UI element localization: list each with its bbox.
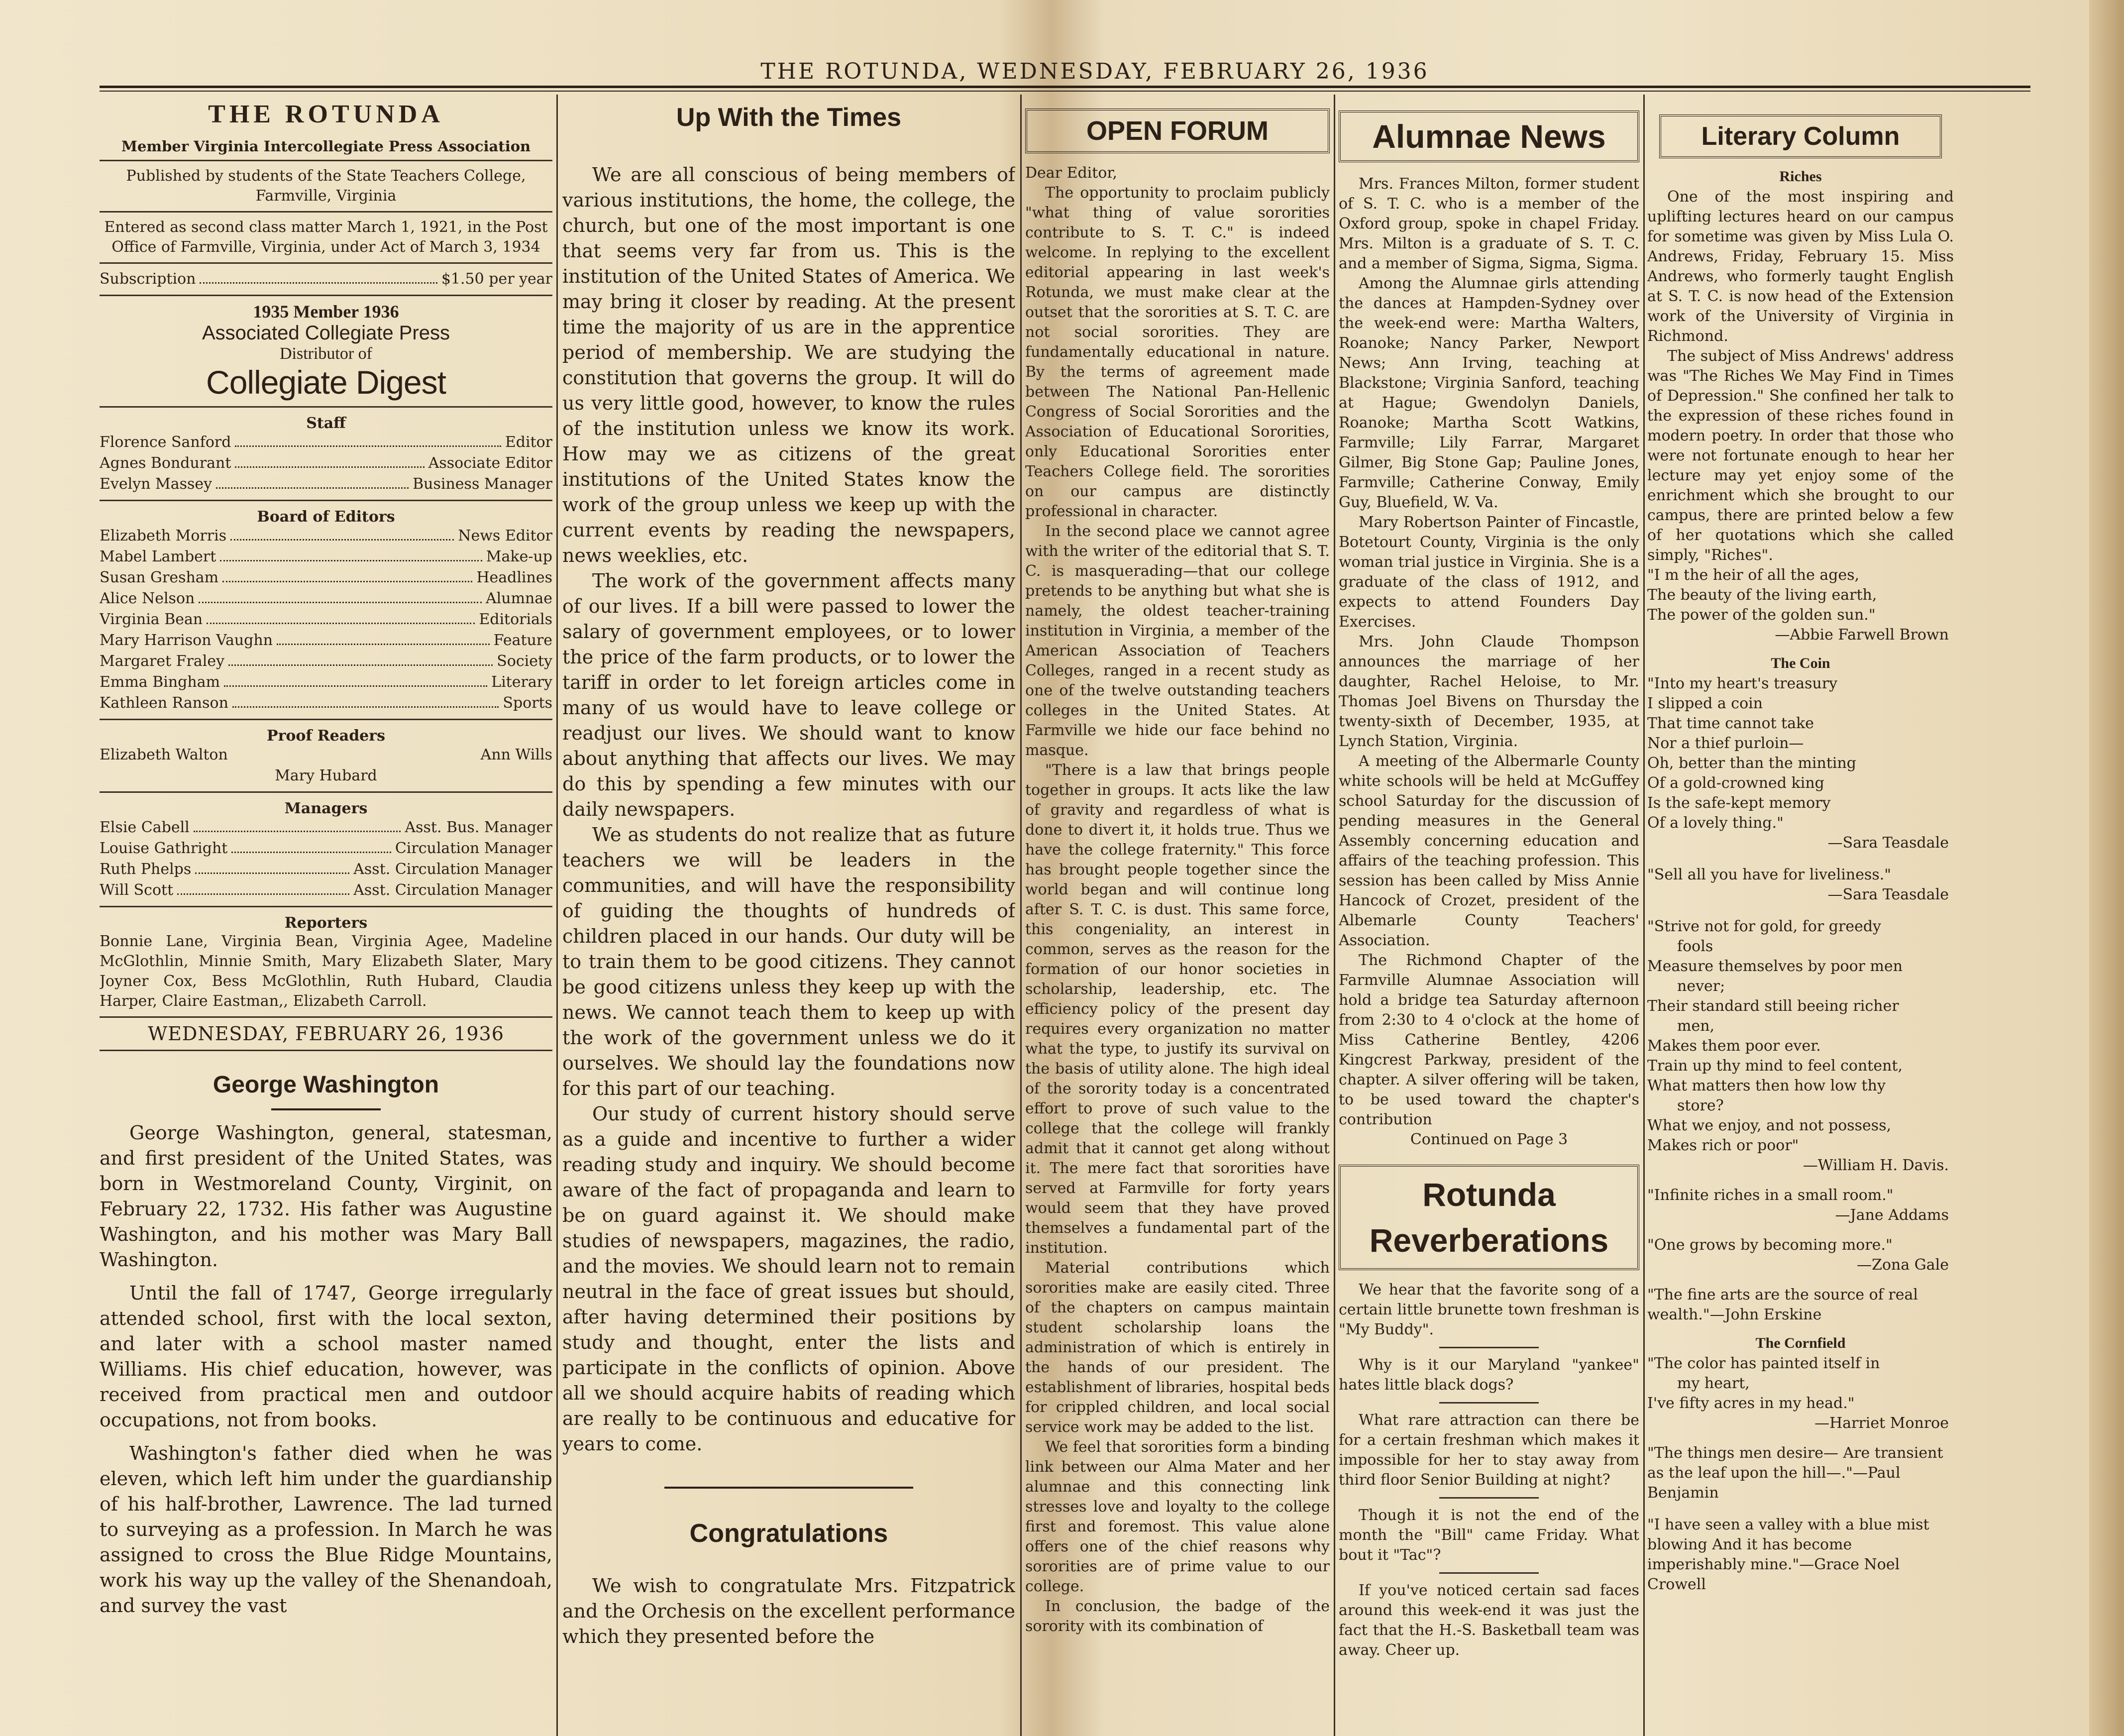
quotation: "Infinite riches in a small room."	[1647, 1187, 1894, 1204]
poem-line: The power of the golden sun."	[1647, 606, 1876, 624]
attribution: —Sara Teasdale	[1827, 834, 1949, 852]
staff-row	[100, 432, 552, 453]
divider	[100, 719, 552, 720]
gossip-item: We hear that the favorite song of a certain little brunette town freshman is "My Buddy".	[1339, 1281, 1639, 1338]
staff-name: Florence Sanford	[100, 434, 231, 451]
quotation	[1647, 917, 1954, 1156]
staff-role: News Editor	[458, 527, 552, 544]
congrats-paragraph: We wish to congratulate Mrs. Fitzpatrick and the Orchesis on the excellent performance which they presented before the	[562, 1575, 1015, 1647]
divider	[100, 211, 552, 213]
alumnae-box	[1339, 110, 1639, 162]
staff-role: Business Manager	[413, 475, 552, 493]
gw-paragraph: Washington's father died when he was eleven, which left him under the guardianship of his half-brother, Lawrence. The lad turned to surveying as a profession. In March he was assigned to cross the Blue Ridge Mountains, work his way up the valley of the Shenandoah, and survey the vast	[100, 1442, 552, 1617]
quotation: "The things men desire— Are transient as the leaf upon the hill—."—Paul Benjamin	[1647, 1444, 1943, 1502]
alumnae-paragraph: Mary Robertson Painter of Fincastle, Botetourt County, Virginia is the only woman trial justice in Virginia. She is a graduate of the class of 1912, and expects to attend Founders Day Exercises.	[1339, 514, 1639, 631]
staff-row	[100, 880, 552, 901]
gossip-item: Though it is not the end of the month the "Bill" came Friday. What bout it "Tac"?	[1339, 1507, 1639, 1564]
attribution: —Zona Gale	[1857, 1256, 1949, 1274]
alumnae-paragraph: Mrs. John Claude Thompson announces the marriage of her daughter, Rachel Heloise, to Mr. Thomas Joel Bivens on Thursday the twenty-sixth of December, 1935, at Lynch Station, Virginia.	[1339, 633, 1639, 750]
quotation	[1647, 674, 1954, 833]
staff-role: Society	[497, 652, 552, 670]
column-literary	[1647, 100, 1954, 1736]
staff-row	[100, 630, 552, 651]
proof-third: Mary Hubard	[275, 767, 377, 784]
staff-name: Susan Gresham	[100, 569, 219, 586]
item-separator	[1439, 1572, 1539, 1574]
reverberations-headline-2: Reverberations	[1369, 1222, 1609, 1259]
leader-dots	[194, 817, 401, 832]
editorial-paragraph: We are all conscious of being members of various institutions, the home, the college, the church, but one of the most important is one that seems very far from us. This is the institution of the United States of America. We may bring it closer by reading. At the present time the majority of us are in the apprentice period of membership. We are studying the constitution that governs the group. It will do us very little good, however, to know the rules of the institution unless we know its work. How may we as citizens of the great institutions of the United States know the work of the group unless we keep up with the current events by reading the newspapers, news weeklies, etc.	[562, 164, 1015, 566]
open-forum-box	[1025, 108, 1330, 153]
item-separator	[1439, 1402, 1539, 1404]
staff-row	[100, 609, 552, 630]
poem-line: Their standard still beeing richer	[1647, 997, 1899, 1015]
alumnae-paragraph: The Richmond Chapter of the Farmville Alumnae Association will hold a bridge tea Saturday afternoon from 2:30 to 4 o'clock at the home of Miss Catherine Bentley, 4206 Kingcrest Parkway, president of the chapter. A silver offering will be taken, to be used toward the chapter's contribution	[1339, 952, 1639, 1128]
staff-row	[100, 588, 552, 609]
subscription-row: Subscription $1.50 per year	[100, 269, 552, 290]
staff-role: Headlines	[476, 569, 552, 586]
top-rule-thin	[100, 91, 2030, 92]
staff-heading: Staff	[306, 415, 346, 432]
staff-row	[100, 651, 552, 672]
column-rule	[1334, 95, 1335, 1736]
staff-row	[100, 474, 552, 495]
staff-role: Asst. Bus. Manager	[405, 819, 552, 836]
gossip-item: Why is it our Maryland "yankee" hates little black dogs?	[1339, 1356, 1639, 1394]
staff-name: Emma Bingham	[100, 673, 220, 691]
top-rule	[100, 86, 2030, 88]
staff-role: Sports	[503, 694, 552, 712]
issue-date: WEDNESDAY, FEBRUARY 26, 1936	[148, 1023, 504, 1045]
staff-name: Mary Harrison Vaughn	[100, 632, 273, 649]
column-editorial	[562, 100, 1015, 1736]
divider	[100, 160, 552, 161]
literary-paragraph: One of the most inspiring and uplifting lectures heard on our campus for sometime was given by Miss Lula O. Andrews, Friday, February 15. Miss Andrews, who formerly taught English at S. T. C. is now head of the Extension work of the University of Virginia in Richmond.	[1647, 188, 1954, 345]
poem-line: What matters then how low thy	[1647, 1077, 1886, 1094]
staff-name: Will Scott	[100, 881, 174, 899]
poem-line: "Into my heart's treasury	[1647, 675, 1838, 692]
staff-row	[100, 693, 552, 714]
staff-role: Associate Editor	[428, 454, 552, 472]
staff-row	[100, 567, 552, 588]
board-heading: Board of Editors	[257, 508, 395, 526]
leader-dots	[228, 651, 493, 666]
alumnae-paragraph: Mrs. Frances Milton, former student of S. T. C. who is a member of the Oxford group, spoke in chapel Friday. Mrs. Milton is a graduate of S. T. C. and a member of Sigma, Sigma, Sigma.	[1339, 175, 1639, 272]
staff-role: Editor	[505, 434, 552, 451]
leader-dots	[222, 567, 472, 582]
forum-paragraph: "There is a law that brings people together in groups. It acts like the law of gravity and regardless of what is done to divert it, it holds true. Thus we have the college fraternity." This force has brought people together since the world began and will continue long after S. T. C. is dust. This same force, this congeniality, an interest in common, serves as the reason for the formation of our honor societies in scholarship, leadership, etc. The efficiency policy of the present day requires every organization no matter what the type, to justify its survival on the basis of utility alone. The high ideal of the sorority today is a concentrated effort to prove of such value to the college that the college will frankly admit that it cannot get along without it. The mere fact that sororities have served at Farmville for forty years would seem that they have proved themselves a fundamental part of the institution.	[1025, 761, 1330, 1257]
staff-row	[100, 526, 552, 546]
reverberations-box	[1339, 1165, 1639, 1270]
divider	[100, 295, 552, 296]
poem-line: Is the safe-kept memory	[1647, 794, 1831, 812]
headline-rule	[271, 1108, 381, 1110]
poem-line: Train up thy mind to feel content,	[1647, 1057, 1903, 1075]
staff-row	[100, 453, 552, 474]
leader-dots	[220, 546, 482, 561]
staff-name: Elsie Cabell	[100, 819, 190, 836]
coin-title: The Coin	[1771, 655, 1830, 671]
column-alumnae	[1339, 100, 1639, 1736]
editorial-headline: Up With the Times	[676, 103, 902, 132]
literary-headline: Literary Column	[1701, 122, 1900, 151]
attribution: —Abbie Farwell Brown	[1775, 626, 1949, 644]
poem-line: fools	[1677, 938, 1713, 955]
attribution: —Jane Addams	[1835, 1206, 1949, 1224]
staff-role: Literary	[491, 673, 552, 691]
staff-row	[100, 817, 552, 838]
poem-line: Nor a thief purloin—	[1647, 735, 1804, 752]
forum-paragraph: In conclusion, the badge of the sorority with its combination of	[1025, 1598, 1330, 1635]
staff-role: Make-up	[486, 548, 552, 565]
quotation	[1647, 565, 1954, 625]
column-rule	[1643, 95, 1645, 1736]
attribution: —William H. Davis.	[1803, 1157, 1949, 1174]
staff-role: Asst. Circulation Manager	[353, 861, 552, 878]
proof-row: Elizabeth Walton Ann Wills	[100, 746, 552, 763]
member-line: Member Virginia Intercollegiate Press Association	[121, 138, 531, 155]
divider	[100, 262, 552, 264]
staff-name: Alice Nelson	[100, 590, 195, 607]
staff-name: Margaret Fraley	[100, 652, 225, 670]
leader-dots	[230, 526, 454, 541]
poem-line: store?	[1677, 1097, 1724, 1114]
published-line: Published by students of the State Teachers College, Farmville, Virginia	[126, 167, 526, 205]
gw-paragraph: George Washington, general, statesman, and first president of the United States, was born in Westmoreland County, Virginit, on February 22, 1732. His father was Augustine Washington, and his mother was Mary Ball Washington.	[100, 1122, 552, 1271]
reporters-heading: Reporters	[284, 914, 368, 932]
quotation: "Sell all you have for liveliness."	[1647, 866, 1892, 883]
acp-logo: 1935 Member 1936 Associated Collegiate Press Distributor of Collegiate Digest	[202, 302, 450, 401]
leader-dots	[207, 609, 475, 624]
gw-paragraph: Until the fall of 1747, George irregularly attended school, first with the local sexton, and later with a school master named Williams. His chief education, however, was received from practical men and outdoor occupations, not from books.	[100, 1282, 552, 1431]
poem-line: That time cannot take	[1647, 715, 1814, 732]
staff-name: Kathleen Ranson	[100, 694, 228, 712]
staff-row	[100, 838, 552, 859]
paper-title: THE ROTUNDA	[208, 100, 444, 128]
forum-paragraph: We feel that sororities form a binding link between our Alma Mater and her alumnae and this connecting link stresses love and loyalty to the college first and foremost. This value alone offers one of the chief reasons why sororities are of prime value to our college.	[1025, 1438, 1330, 1595]
poem-line: "The color has painted itself in	[1647, 1355, 1880, 1372]
proof-heading: Proof Readers	[267, 727, 385, 745]
divider	[100, 791, 552, 793]
gw-headline: George Washington	[212, 1072, 439, 1098]
literary-paragraph: The subject of Miss Andrews' address was "The Riches We May Find in Times of Depression." She confined her talk to the expression of these riches found in modern poetry. In order that those who were not fortunate enough to hear her lecture may yet enjoy some of the enrichment which she brought to our campus, there are printed below a few of her quotations which she called simply, "Riches".	[1647, 347, 1954, 564]
divider	[100, 1050, 552, 1051]
staff-row	[100, 546, 552, 567]
page-edge	[2089, 0, 2124, 1736]
quotation: "One grows by becoming more."	[1647, 1236, 1893, 1254]
masthead: THE ROTUNDA, WEDNESDAY, FEBRUARY 26, 1936	[760, 59, 1429, 84]
section-rule	[664, 1487, 913, 1489]
divider	[100, 1016, 552, 1018]
poem-line: What we enjoy, and not possess,	[1647, 1117, 1892, 1134]
staff-role: Editorials	[479, 611, 552, 628]
staff-role: Alumnae	[486, 590, 552, 607]
gossip-item: What rare attraction can there be for a certain freshman which makes it impossible for her to stay away from third floor Senior Building at night?	[1339, 1411, 1639, 1489]
item-separator	[1439, 1497, 1539, 1499]
leader-dots	[199, 588, 482, 603]
managers-list	[100, 817, 552, 901]
editorial-paragraph: We as students do not realize that as future teachers we will be leaders in the communities, and will have the responsibility of guiding the thoughts of hundreds of children placed in our hands. Our duty will be to train them to be good citizens. They cannot be good citizens unless they keep up with the news. We cannot teach them to keep up with the work of the government unless we do it ourselves. We should lay the foundations now for this part of our teaching.	[562, 824, 1015, 1099]
staff-name: Virginia Bean	[100, 611, 203, 628]
continued-note: Continued on Page 3	[1410, 1131, 1568, 1148]
divider	[100, 906, 552, 907]
poem-line: "Strive not for gold, for greedy	[1647, 918, 1881, 935]
poem-line: never;	[1677, 977, 1725, 995]
leader-dots	[231, 838, 391, 853]
poem-line: Makes them poor ever.	[1647, 1037, 1821, 1055]
divider	[100, 406, 552, 408]
quotation: "I have seen a valley with a blue mist blowing And it has become imperishably mine."—Grace Noel Crowell	[1647, 1516, 1929, 1593]
staff-role: Feature	[493, 632, 552, 649]
staff-list	[100, 432, 552, 495]
column-masthead-box	[100, 100, 552, 1736]
staff-name: Elizabeth Morris	[100, 527, 227, 544]
staff-role: Asst. Circulation Manager	[353, 881, 552, 899]
cornfield-title: The Cornfield	[1755, 1335, 1846, 1351]
staff-row	[100, 859, 552, 880]
staff-name: Mabel Lambert	[100, 548, 216, 565]
reverberations-headline-1: Rotunda	[1422, 1176, 1556, 1213]
editorial-paragraph: Our study of current history should serve as a guide and incentive to further a wider reading study and inquiry. We should become aware of the fact of propaganda and learn to be on guard against it. We should make studies of newspapers, magazines, the radio, and the movies. We should learn not to remain neutral in the face of great issues but should, after having determined their positions by study and thought, enter the lists and participate in the conflicts of opinion. Above all we should acquire habits of reading which are really to be continuous and educative for years to come.	[562, 1103, 1015, 1455]
salutation: Dear Editor,	[1025, 164, 1117, 182]
poem-line: The beauty of the living earth,	[1647, 586, 1877, 604]
item-separator	[1439, 1347, 1539, 1348]
quotation	[1647, 1354, 1954, 1413]
forum-paragraph: In the second place we cannot agree with the writer of the editorial that S. T. C. is masquerading—that our college pretends to be anything but what she is namely, the oldest teacher-training institution in Virginia, a member of the American Association of Teachers Colleges, ranged in a recent study as one of the twelve outstanding teachers colleges in the United States. At Farmville we hide our face behind no masque.	[1025, 523, 1330, 759]
column-open-forum	[1025, 100, 1330, 1736]
poem-line: I've fifty acres in my head."	[1647, 1395, 1855, 1412]
poem-line: Of a lovely thing."	[1647, 814, 1784, 832]
divider	[100, 500, 552, 501]
forum-paragraph: Material contributions which sororities make are easily cited. Three of the chapters on campus maintain student scholarship loans the administration of which is entirely in the hands of our president. The establishment of libraries, hospital beds for crippled children, and local social service work may be added to the list.	[1025, 1259, 1330, 1436]
staff-name: Ruth Phelps	[100, 861, 192, 878]
poem-line: my heart,	[1677, 1375, 1750, 1392]
staff-row	[100, 672, 552, 693]
alumnae-headline: Alumnae News	[1372, 118, 1606, 155]
reporters-list: Bonnie Lane, Virginia Bean, Virginia Agee, Madeline McGlothlin, Minnie Smith, Mary Elizabeth Slater, Mary Joyner Cox, Bess McGlothlin, Ruth Hubard, Claudia Harper, Claire Eastman,, Elizabeth Carroll.	[100, 933, 552, 1010]
column-rule	[1020, 95, 1022, 1736]
leader-dots	[195, 859, 349, 874]
alumnae-paragraph: A meeting of the Albermarle County white schools will be held at McGuffey school Saturday for the discussion of pending measures in the General Assembly concerning education and affairs of the teaching profession. This session has been called by Miss Annie Hancock of Crozet, president of the Albemarle County Teachers' Association.	[1339, 753, 1639, 949]
forum-paragraph: The opportunity to proclaim publicly "what thing of value sororities contribute to S. T. C." is indeed welcome. In replying to the excellent editorial appearing in last week's Rotunda, we must make clear at the outset that the sororities at S. T. C. are not social sororities. They are fundamentally educational in nature. By the terms of agreement made between The National Pan-Hellenic Congress of Social Sororities and the Association of Educational Sororities, only Educational Sororities enter Teachers College field. The sororities on our campus are distinctly professional in character.	[1025, 184, 1330, 520]
riches-title: Riches	[1779, 168, 1822, 185]
leader-dots	[216, 474, 409, 489]
editorial-paragraph: The work of the government affects many of our lives. If a bill were passed to lower the salary of government employees, or to lower the price of the farm products, or to lower the tariff in order to let foreign articles come in many of us would have to leave college or readjust our lives. We should want to know about anything that affects our lives. We may do this by spending a few minutes with our daily newspapers.	[562, 570, 1015, 820]
entered-line: Entered as second class matter March 1, 1921, in the Post Office of Farmville, Virginia, under Act of March 3, 1934	[104, 218, 548, 256]
attribution: —Sara Teasdale	[1827, 886, 1949, 903]
board-list	[100, 526, 552, 714]
poem-line: Oh, better than the minting	[1647, 755, 1857, 772]
staff-name: Agnes Bondurant	[100, 454, 231, 472]
open-forum-headline: OPEN FORUM	[1086, 116, 1269, 146]
gossip-item: If you've noticed certain sad faces around this week-end it was just the fact that the H.-S. Basketball team was away. Cheer up.	[1339, 1582, 1639, 1659]
column-rule	[556, 95, 558, 1736]
alumnae-paragraph: Among the Alumnae girls attending the dances at Hampden-Sydney over the week-end were: Martha Walters, Roanoke; Nancy Parker, Newport News; Ann Irving, teaching at Blackstone; Virginia Sanford, teaching at Hague; Gwendolyn Daniels, Roanoke; Martha Scott Watkins, Farmville; Lily Farrar, Margaret Gilmer, Big Stone Gap; Pauline Jones, Farmville; Catherine Conway, Emily Guy, Bluefield, W. Va.	[1339, 275, 1639, 511]
staff-name: Evelyn Massey	[100, 475, 212, 493]
quotation: "The fine arts are the source of real wealth."—John Erskine	[1647, 1286, 1918, 1323]
staff-name: Louise Gathright	[100, 840, 228, 857]
leader-dots	[232, 693, 499, 708]
leader-dots	[277, 630, 490, 645]
leader-dots	[235, 432, 501, 447]
poem-line: Of a gold-crowned king	[1647, 774, 1824, 792]
congrats-headline: Congratulations	[689, 1519, 888, 1548]
poem-line: "I m the heir of all the ages,	[1647, 566, 1860, 584]
leader-dots	[177, 880, 349, 895]
literary-box	[1659, 114, 1942, 158]
leader-dots	[224, 672, 487, 687]
poem-line: I slipped a coin	[1647, 695, 1763, 712]
poem-line: Makes rich or poor"	[1647, 1137, 1799, 1154]
staff-role: Circulation Manager	[395, 840, 552, 857]
leader-dots	[235, 453, 424, 468]
poem-line: Measure themselves by poor men	[1647, 958, 1903, 975]
managers-heading: Managers	[284, 800, 368, 817]
attribution: —Harriet Monroe	[1814, 1414, 1949, 1432]
poem-line: men,	[1677, 1017, 1715, 1035]
